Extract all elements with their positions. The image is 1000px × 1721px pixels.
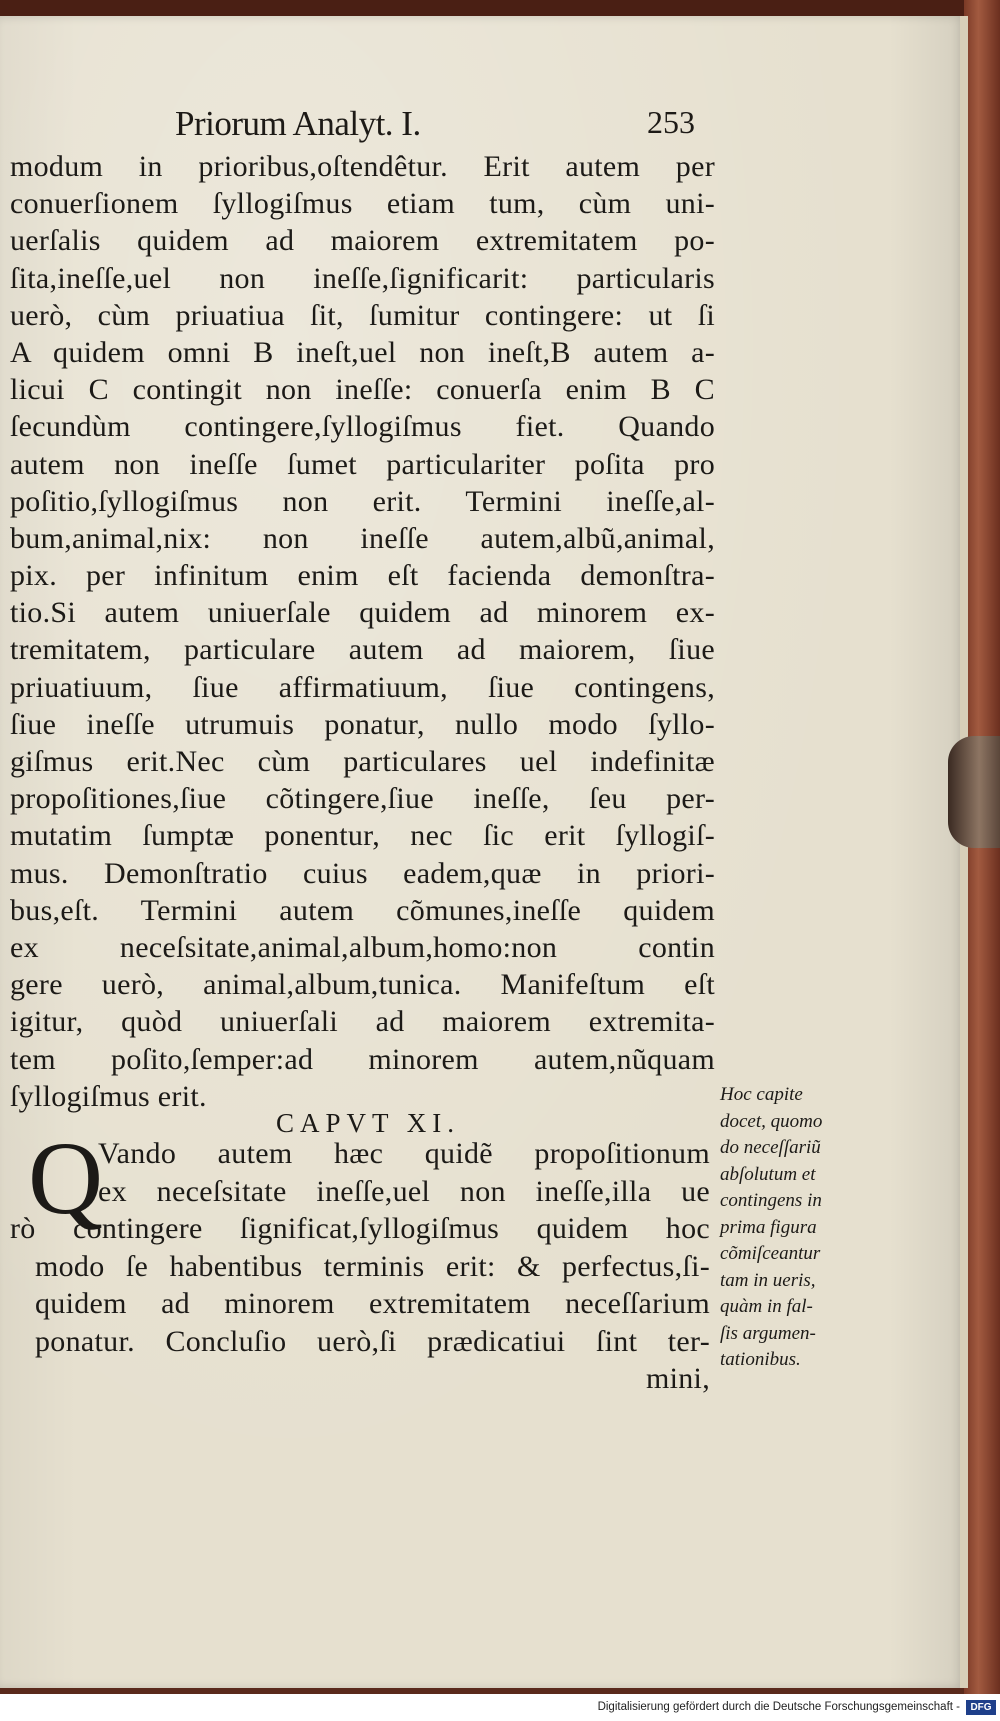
text-line: bus,eſt. Termini autem cõmunes,ineſſe quidem xyxy=(10,893,715,927)
text-line: pix. per infinitum enim eſt facienda demonſtra- xyxy=(10,559,715,593)
text-line: modum in prioribus,oſtendêtur. Erit autem per xyxy=(10,150,715,183)
marginal-line: tationibus. xyxy=(720,1349,801,1370)
text-line: ſita,ineſſe,uel non ineſſe,ſignificarit: particularis xyxy=(10,261,715,295)
text-line: ſyllogiſmus erit. xyxy=(10,1079,207,1113)
text-line: ſecundùm contingere,ſyllogiſmus fiet. Quando xyxy=(10,410,715,444)
text-line: tem poſito,ſemper:ad minorem autem,nũquam xyxy=(10,1042,715,1076)
book-spine xyxy=(964,0,1000,1721)
text-line: mus. Demonſtratio cuius eadem,quæ in priori- xyxy=(10,856,715,890)
book-clasp xyxy=(948,736,1000,848)
text-line: conuerſionem ſyllogiſmus etiam tum, cùm uni- xyxy=(10,187,715,221)
text-line: igitur, quòd uniuerſali ad maiorem extremita- xyxy=(10,1005,715,1039)
text-line: quidem ad minorem extremitatem neceſſarium xyxy=(35,1287,710,1320)
dfg-logo: DFG xyxy=(966,1700,996,1715)
marginal-line: ſis argumen- xyxy=(720,1322,816,1344)
running-title: Priorum Analyt. I. xyxy=(175,104,421,143)
text-line: mutatim ſumptæ ponentur, nec ſic erit ſyllogiſ- xyxy=(10,819,715,853)
text-line: rò contingere ſignificat,ſyllogiſmus quidem hoc xyxy=(10,1212,710,1245)
text-line: modo ſe habentibus terminis erit: & perfectus,ſi- xyxy=(35,1249,710,1283)
marginal-line: do neceſſariũ xyxy=(720,1137,821,1158)
marginal-note xyxy=(720,1082,870,1374)
decorated-initial: Q xyxy=(28,1121,104,1236)
text-line: Vando autem hæc quidẽ propoſitionum xyxy=(98,1137,710,1170)
running-header xyxy=(175,104,695,154)
text-line: bum,animal,nix: non ineſſe autem,albũ,animal, xyxy=(10,521,715,555)
chapter-heading: CAPVT XI. xyxy=(275,1108,461,1138)
text-line: ſiue ineſſe utrumuis ponatur, nullo modo ſyllo- xyxy=(10,707,715,741)
digitization-footer xyxy=(0,1694,1000,1721)
marginal-line: quàm in fal- xyxy=(720,1296,813,1317)
text-line: tio.Si autem uniuerſale quidem ad minorem ex- xyxy=(10,596,715,630)
text-line: uerò, cùm priuatiua ſit, ſumitur contingere: ut ſi xyxy=(10,298,715,332)
text-line: uerſalis quidem ad maiorem extremitatem po- xyxy=(10,224,715,258)
marginal-line: docet, quomo xyxy=(720,1110,823,1132)
text-line: propoſitiones,ſiue cõtingere,ſiue ineſſe, ſeu per- xyxy=(10,782,715,816)
marginal-line: cõmiſceantur xyxy=(720,1243,821,1264)
text-line: A quidem omni B ineſt,uel non ineſt,B autem a- xyxy=(10,335,715,369)
marginal-line: prima figura xyxy=(720,1216,817,1238)
text-line: poſitio,ſyllogiſmus non erit. Termini ineſſe,al- xyxy=(10,484,715,518)
page-edge xyxy=(960,16,968,1688)
main-text-block xyxy=(10,148,715,1115)
text-line: gere uerò, animal,album,tunica. Manifeſtum eſt xyxy=(10,968,715,1002)
text-line: priuatiuum, ſiue affirmatiuum, ſiue contingens, xyxy=(10,670,715,704)
funding-notice: Digitalisierung gefördert durch die Deutsche Forschungsgemeinschaft - xyxy=(597,1701,960,1713)
text-line: ex neceſsitate,animal,album,homo:non contin xyxy=(10,930,715,964)
marginal-line: abſolutum et xyxy=(720,1163,816,1185)
catchword: mini, xyxy=(645,1362,710,1395)
text-line: ex neceſsitate ineſſe,uel non ineſſe,illa ue xyxy=(98,1174,710,1208)
page-number: 253 xyxy=(647,104,695,140)
marginal-line: contingens in xyxy=(720,1190,822,1211)
text-line: giſmus erit.Nec cùm particulares uel indefinitæ xyxy=(10,745,715,778)
text-line: licui C contingit non ineſſe: conuerſa enim B C xyxy=(10,373,715,407)
marginal-line: tam in ueris, xyxy=(720,1269,816,1291)
text-line: tremitatem, particulare autem ad maiorem, ſiue xyxy=(10,633,715,667)
marginal-line: Hoc capite xyxy=(720,1084,803,1105)
text-line: ponatur. Concluſio uerò,ſi prædicatiui ſint ter- xyxy=(35,1324,710,1358)
text-line: autem non ineſſe ſumet particulariter poſita pro xyxy=(10,447,715,481)
